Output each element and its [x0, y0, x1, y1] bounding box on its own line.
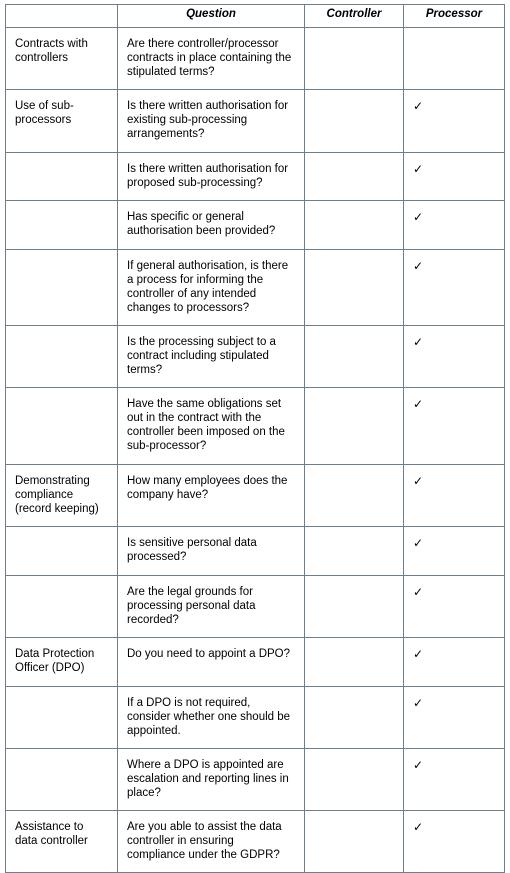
table-row [6, 250, 505, 326]
processor-check-icon: ✓ [404, 388, 505, 465]
question-cell: Is there written authorisation for existing sub-processing arrangements? [118, 90, 305, 153]
table-row [6, 388, 505, 465]
topic-cell: Contracts with controllers [6, 28, 118, 90]
topic-cell [6, 153, 118, 201]
controller-cell [305, 388, 404, 465]
table-row [6, 153, 505, 201]
controller-cell [305, 687, 404, 749]
controller-cell [305, 153, 404, 201]
controller-cell [305, 638, 404, 687]
question-cell: Where a DPO is appointed are escalation and reporting lines in place? [118, 749, 305, 811]
processor-check-icon: ✓ [404, 201, 505, 250]
controller-cell [305, 465, 404, 527]
table-row [6, 687, 505, 749]
processor-check-icon: ✓ [404, 687, 505, 749]
controller-cell [305, 811, 404, 873]
topic-cell [6, 527, 118, 576]
question-cell: Has specific or general authorisation been provided? [118, 201, 305, 250]
topic-cell [6, 326, 118, 388]
controller-cell [305, 201, 404, 250]
table-row [6, 527, 505, 576]
topic-cell: Demonstrating compliance (record keeping) [6, 465, 118, 527]
controller-cell [305, 576, 404, 638]
question-cell: Is the processing subject to a contract including stipulated terms? [118, 326, 305, 388]
processor-check-icon: ✓ [404, 326, 505, 388]
topic-cell [6, 749, 118, 811]
topic-cell [6, 687, 118, 749]
question-cell: Are the legal grounds for processing personal data recorded? [118, 576, 305, 638]
processor-check-icon: ✓ [404, 90, 505, 153]
header-question: Question [118, 5, 305, 28]
table-row [6, 326, 505, 388]
controller-cell [305, 28, 404, 90]
question-cell: How many employees does the company have? [118, 465, 305, 527]
controller-cell [305, 749, 404, 811]
table-row [6, 749, 505, 811]
processor-check-icon: ✓ [404, 811, 505, 873]
question-cell: Have the same obligations set out in the contract with the controller been imposed on the sub-processor? [118, 388, 305, 465]
question-cell: Are there controller/processor contracts in place containing the stipulated terms? [118, 28, 305, 90]
table-row [6, 576, 505, 638]
processor-check-icon: ✓ [404, 576, 505, 638]
controller-cell [305, 326, 404, 388]
topic-cell [6, 250, 118, 326]
table-row [6, 201, 505, 250]
table-row [6, 811, 505, 873]
processor-check-icon [404, 28, 505, 90]
table-row [6, 638, 505, 687]
header-controller: Controller [305, 5, 404, 28]
processor-check-icon: ✓ [404, 153, 505, 201]
header-topic [6, 5, 118, 28]
topic-cell: Assistance to data controller [6, 811, 118, 873]
controller-cell [305, 90, 404, 153]
processor-check-icon: ✓ [404, 638, 505, 687]
processor-check-icon: ✓ [404, 465, 505, 527]
controller-cell [305, 250, 404, 326]
controller-cell [305, 527, 404, 576]
header-row [6, 5, 505, 28]
topic-cell [6, 201, 118, 250]
table-row [6, 90, 505, 153]
topic-cell [6, 576, 118, 638]
processor-check-icon: ✓ [404, 527, 505, 576]
table-row [6, 465, 505, 527]
processor-check-icon: ✓ [404, 749, 505, 811]
topic-cell [6, 388, 118, 465]
table-row [6, 28, 505, 90]
question-cell: Is there written authorisation for proposed sub-processing? [118, 153, 305, 201]
question-cell: Is sensitive personal data processed? [118, 527, 305, 576]
topic-cell: Use of sub-processors [6, 90, 118, 153]
question-cell: If a DPO is not required, consider whether one should be appointed. [118, 687, 305, 749]
question-cell: If general authorisation, is there a process for informing the controller of any intended changes to processors? [118, 250, 305, 326]
question-cell: Are you able to assist the data controller in ensuring compliance under the GDPR? [118, 811, 305, 873]
gdpr-processor-checklist-table [5, 4, 505, 873]
topic-cell: Data Protection Officer (DPO) [6, 638, 118, 687]
header-processor: Processor [404, 5, 505, 28]
question-cell: Do you need to appoint a DPO? [118, 638, 305, 687]
processor-check-icon: ✓ [404, 250, 505, 326]
